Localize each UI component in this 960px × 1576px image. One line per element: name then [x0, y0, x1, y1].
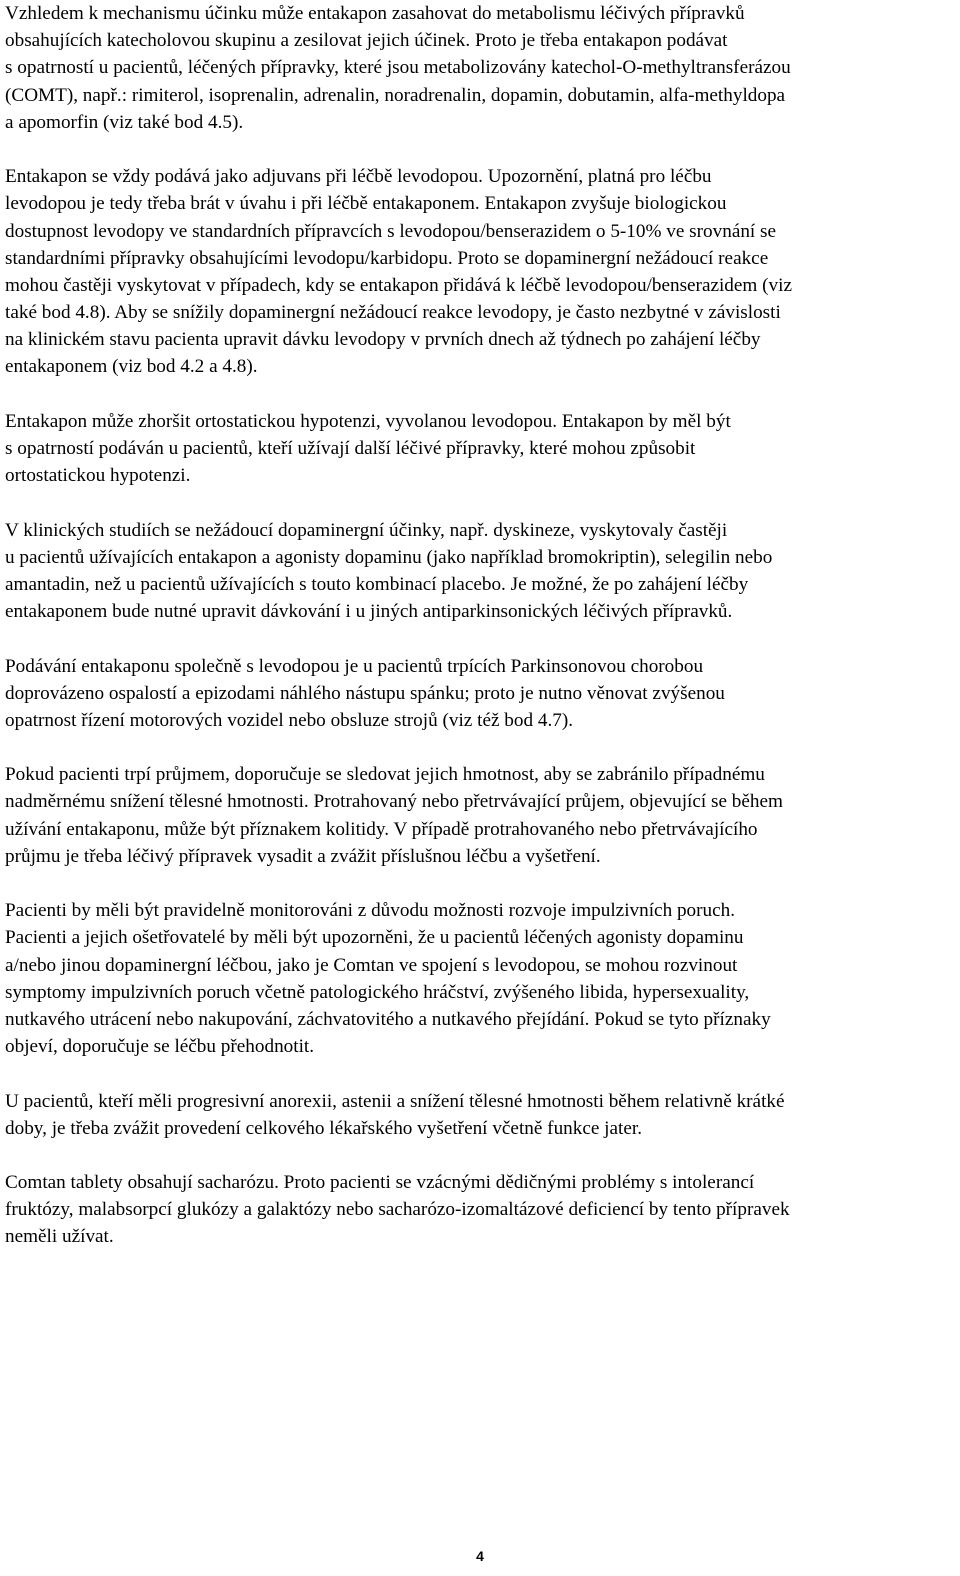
text-line: Pacienti by měli být pravidelně monitorováni z důvodu možnosti rozvoje impulzivních poruch. — [5, 900, 736, 922]
text-line: neměli užívat. — [5, 1226, 114, 1248]
text-line: u pacientů užívajících entakapon a agonisty dopaminu (jako například bromokriptin), selegilin nebo — [5, 546, 773, 568]
text-line: dostupnost levodopy ve standardních přípravcích s levodopou/benserazidem o 5-10% ve srovnání se — [5, 220, 777, 242]
text-line: také bod 4.8). Aby se snížily dopaminergní nežádoucí reakce levodopy, je často nezbytné v závislosti — [5, 302, 781, 324]
text-line: objeví, doporučuje se léčbu přehodnotit. — [5, 1036, 315, 1058]
text-line: entakaponem (viz bod 4.2 a 4.8). — [5, 356, 258, 378]
text-line: nutkavého utrácení nebo nakupování, záchvatovitého a nutkavého přejídání. Pokud se tyto příznaky — [5, 1008, 771, 1030]
text-line: mohou častěji vyskytovat v případech, kdy se entakapon přidává k léčbě levodopou/benserazidem (viz — [5, 274, 792, 296]
text-line: doby, je třeba zvážit provedení celkového lékařského vyšetření včetně funkce jater. — [5, 1117, 642, 1139]
paragraph-impulse-control — [5, 897, 955, 1060]
paragraph-diarrhoea — [5, 761, 955, 870]
text-line: Pokud pacienti trpí průjmem, doporučuje se sledovat jejich hmotnost, aby se zabránilo případnému — [5, 764, 765, 786]
text-line: s opatrností u pacientů, léčených přípravky, které jsou metabolizovány katechol-O-methyltransferázou — [5, 57, 791, 79]
text-line: doprovázeno ospalostí a epizodami náhlého nástupu spánku; proto je nutno věnovat zvýšenou — [5, 682, 725, 704]
text-line: fruktózy, malabsorpcí glukózy a galaktózy nebo sacharózo-izomaltázové deficiencí by tento přípravek — [5, 1199, 790, 1221]
text-line: ortostatickou hypotenzi. — [5, 465, 191, 487]
text-line: amantadin, než u pacientů užívajících s touto kombinací placebo. Je možné, že po zahájení léčby — [5, 573, 749, 595]
text-line: nadměrnému snížení tělesné hmotnosti. Protrahovaný nebo přetrvávající průjem, objevující se během — [5, 791, 783, 813]
paragraph-gap — [5, 1060, 955, 1087]
paragraph-somnolence — [5, 653, 955, 735]
paragraph-gap — [5, 870, 955, 897]
text-line: a/nebo jinou dopaminergní léčbou, jako je Comtan ve spojení s levodopou, se mohou rozvinout — [5, 954, 738, 976]
text-line: standardními přípravky obsahujícími levodopu/karbidopu. Proto se dopaminergní nežádoucí reakce — [5, 247, 769, 269]
paragraph-anorexia — [5, 1088, 955, 1142]
paragraph-drug-interactions — [5, 0, 955, 136]
text-line: a apomorfin (viz také bod 4.5). — [5, 111, 244, 133]
text-line: U pacientů, kteří měli progresivní anorexii, astenii a snížení tělesné hmotnosti během relativně krátké — [5, 1090, 785, 1112]
text-line: opatrnost řízení motorových vozidel nebo obsluze strojů (viz též bod 4.7). — [5, 709, 574, 731]
text-line: obsahujících katecholovou skupinu a zesilovat jejich účinek. Proto je třeba entakapon podávat — [5, 30, 728, 52]
paragraph-levodopa-adjuvant — [5, 163, 955, 381]
text-line: Entakapon se vždy podává jako adjuvans při léčbě levodopou. Upozornění, platná pro léčbu — [5, 166, 712, 188]
text-line: Vzhledem k mechanismu účinku může entakapon zasahovat do metabolismu léčivých přípravků — [5, 3, 745, 24]
document-page — [5, 0, 955, 1251]
paragraph-orthostatic-hypotension — [5, 408, 955, 490]
paragraph-gap — [5, 1142, 955, 1169]
text-line: entakaponem bude nutné upravit dávkování i u jiných antiparkinsonických léčivých přípravků. — [5, 601, 733, 623]
paragraph-gap — [5, 489, 955, 516]
text-line: Comtan tablety obsahují sacharózu. Proto pacienti se vzácnými dědičnými problémy s intolerancí — [5, 1172, 755, 1194]
page-number: 4 — [476, 1548, 484, 1564]
text-line: symptomy impulzivních poruch včetně patologického hráčství, zvýšeného libida, hypersexuality, — [5, 981, 750, 1003]
text-line: (COMT), např.: rimiterol, isoprenalin, adrenalin, noradrenalin, dopamin, dobutamin, alfa-methyldopa — [5, 84, 786, 106]
text-line: Entakapon může zhoršit ortostatickou hypotenzi, vyvolanou levodopou. Entakapon by měl být — [5, 410, 731, 432]
text-line: V klinických studiích se nežádoucí dopaminergní účinky, např. dyskineze, vyskytovaly častěji — [5, 519, 728, 541]
text-line: užívání entakaponu, může být příznakem kolitidy. V případě protrahovaného nebo přetrvávajícího — [5, 818, 758, 840]
paragraph-clinical-studies — [5, 517, 955, 626]
text-line: průjmu je třeba léčivý přípravek vysadit a zvážit příslušnou léčbu a vyšetření. — [5, 845, 601, 867]
paragraph-gap — [5, 625, 955, 652]
paragraph-gap — [5, 734, 955, 761]
text-line: levodopou je tedy třeba brát v úvahu i při léčbě entakaponem. Entakapon zvyšuje biologickou — [5, 193, 727, 215]
text-line: Podávání entakaponu společně s levodopou je u pacientů trpících Parkinsonovou chorobou — [5, 655, 704, 677]
paragraph-gap — [5, 136, 955, 163]
paragraph-gap — [5, 381, 955, 408]
text-line: Pacienti a jejich ošetřovatelé by měli být upozorněni, že u pacientů léčených agonisty dopaminu — [5, 927, 744, 949]
paragraph-sucrose — [5, 1169, 955, 1251]
text-line: s opatrností podáván u pacientů, kteří užívají další léčivé přípravky, které mohou způsobit — [5, 438, 696, 459]
text-line: na klinickém stavu pacienta upravit dávku levodopy v prvních dnech až týdnech po zahájení léčby — [5, 329, 761, 351]
